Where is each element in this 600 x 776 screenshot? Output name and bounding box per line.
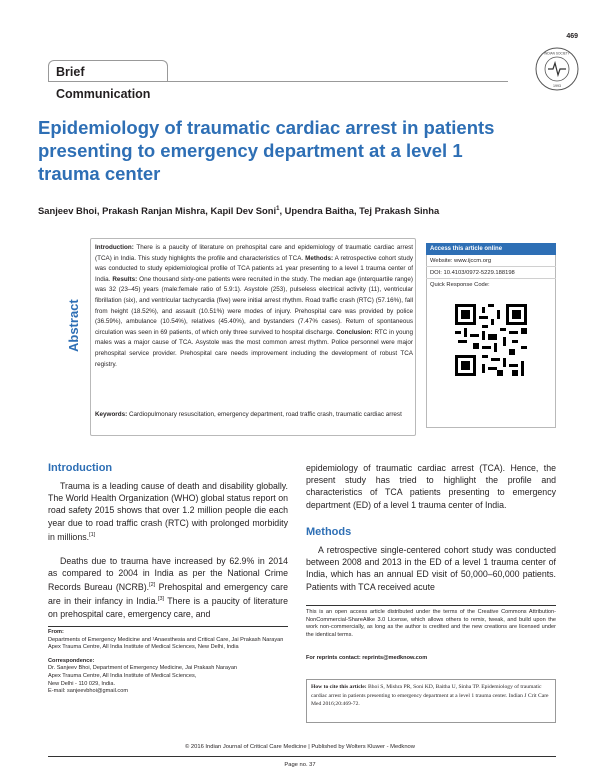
society-logo	[534, 46, 580, 92]
abstract-body: Introduction: There is a paucity of literature on prehospital care and epidemiology of traumatic cardiac arrest (TCA) in India. This study highlights the profile and characteristics of TCA. Methods: A retrospective cohort study was conducted to study epidemiological profile of TCA patients ≥1 year presenting to a level 1 trauma center of India. Results: One thousand sixty-one patients were recruited in the study. The median age (interquartile range) was 32 (23–45) years (male:female ratio of 5.9:1). Asystole (253), pulseless electrical activity (11), ventricular fibrillation (six), and ventricular tachycardia (five) were initial arrest rhythm. Road traffic crash (RTC) (57.16%), fall from height (18.52%), and assault (10.51%) were modes of injury. Prehospital care was provided by police (36.59%), ambulance (10.54%), relatives (45.40%), and bystanders (7.47% cases). Return of spontaneous circulation was seen in 69 patients, of which only three survived to hospital discharge. Conclusion: RTC in young males was a major cause of TCA. Asystole was the most common arrest rhythm. Police personnel were major prehospital service provider. Prehospital care needs improvement including the development of robust TCA registry.	[95, 244, 413, 368]
right-column-body: epidemiology of traumatic cardiac arrest (TCA). Hence, the present study has tried to highlight the profile and characteristics of TCA patients presenting to emergency department (ED) of a level 1 trauma center of India.	[306, 463, 556, 510]
section-label: Brief Communication	[48, 60, 168, 82]
section-divider	[48, 81, 508, 82]
publisher-footer: © 2016 Indian Journal of Critical Care Medicine | Published by Wolters Kluwer - Medknow	[185, 744, 415, 750]
author-list: Sanjeev Bhoi, Prakash Ranjan Mishra, Kapil Dev Soni$^1$, Upendra Baitha, Tej Prakash Sinha	[38, 205, 440, 216]
website-link[interactable]: Website: www.ijccm.org	[426, 255, 556, 267]
introduction-heading: Introduction	[48, 462, 113, 474]
access-header: Access this article online	[426, 243, 556, 255]
citation-box: How to cite this article: Bhoi S, Mishra PR, Soni KD, Baitha U, Sinha TP. Epidemiology of traumatic cardiac arrest in patients presenting to emergency department at a level 1 trauma center. Indian J Crit Care Med 2016;20:469-72.	[306, 679, 556, 723]
methods-heading: Methods	[306, 526, 352, 538]
article-title: Epidemiology of traumatic cardiac arrest in patients presenting to emergency department at a level 1 trauma center	[38, 117, 495, 184]
page-count: Page no. 37	[284, 762, 316, 768]
reprints-contact[interactable]: For reprints contact: reprints@medknow.com	[306, 655, 428, 661]
license-rule	[306, 605, 556, 606]
svg-text:INDIAN SOCIETY: INDIAN SOCIETY	[544, 51, 570, 56]
abstract-side-label: Abstract	[66, 299, 81, 352]
qr-code-icon[interactable]	[455, 304, 527, 376]
keywords: Keywords: Cardiopulmonary resuscitation, emergency department, road traffic crash, traumatic cardiac arrest	[95, 411, 402, 418]
qr-label: Quick Response Code:	[430, 282, 490, 288]
page-number: 469	[566, 33, 578, 40]
doi-link[interactable]: DOI: 10.4103/0972-5229.188198	[426, 267, 556, 279]
methods-body: A retrospective single-centered cohort study was conducted between 2008 and 2013 in the ED of a level 1 trauma center of India, which has an annual ED visit of 50,000–60,000 patients. Patients with TCA received acute	[306, 545, 556, 592]
introduction-body: Trauma is a leading cause of death and disability globally. The World Health Organization (WHO) global status report on road safety 2015 shows that over 1.2 million people die each year due to road traffic crash (RTC) with prolonged morbidity in millions.[1] Deaths due to trauma have increased by 62.9% in 2014 as compared to 2004 in India as per the National Crime Records Bureau (NCRB).[2] Prehospital and emergency care are in their infancy in India.[3] There is a paucity of literature on prehospital care, emergency care, and	[48, 481, 288, 619]
svg-text:1993: 1993	[553, 84, 561, 88]
footnote-rule	[48, 626, 288, 627]
bottom-rule	[48, 756, 556, 757]
affiliation: From: Departments of Emergency Medicine and ¹Anaesthesia and Critical Care, Jai Prakash Narayan Apex Trauma Centre, All India Institute of Medical Sciences, New Delhi, India Correspondence: Dr. Sanjeev Bhoi, Department of Emergency Medicine, Jai Prakash Narayan Apex Trauma Centre, All India Institute of Medical Sciences, New Delhi - 110 029, India. E-mail: sanjeevbhoi@gmail.com	[48, 629, 284, 695]
license-text: This is an open access article distributed under the terms of the Creative Commons Attribution-NonCommercial-ShareAlike 3.0 License, which allows others to remix, tweak, and build upon the work non-commercially, as long as the author is credited and the new creations are licensed under the identical terms.	[306, 609, 556, 638]
